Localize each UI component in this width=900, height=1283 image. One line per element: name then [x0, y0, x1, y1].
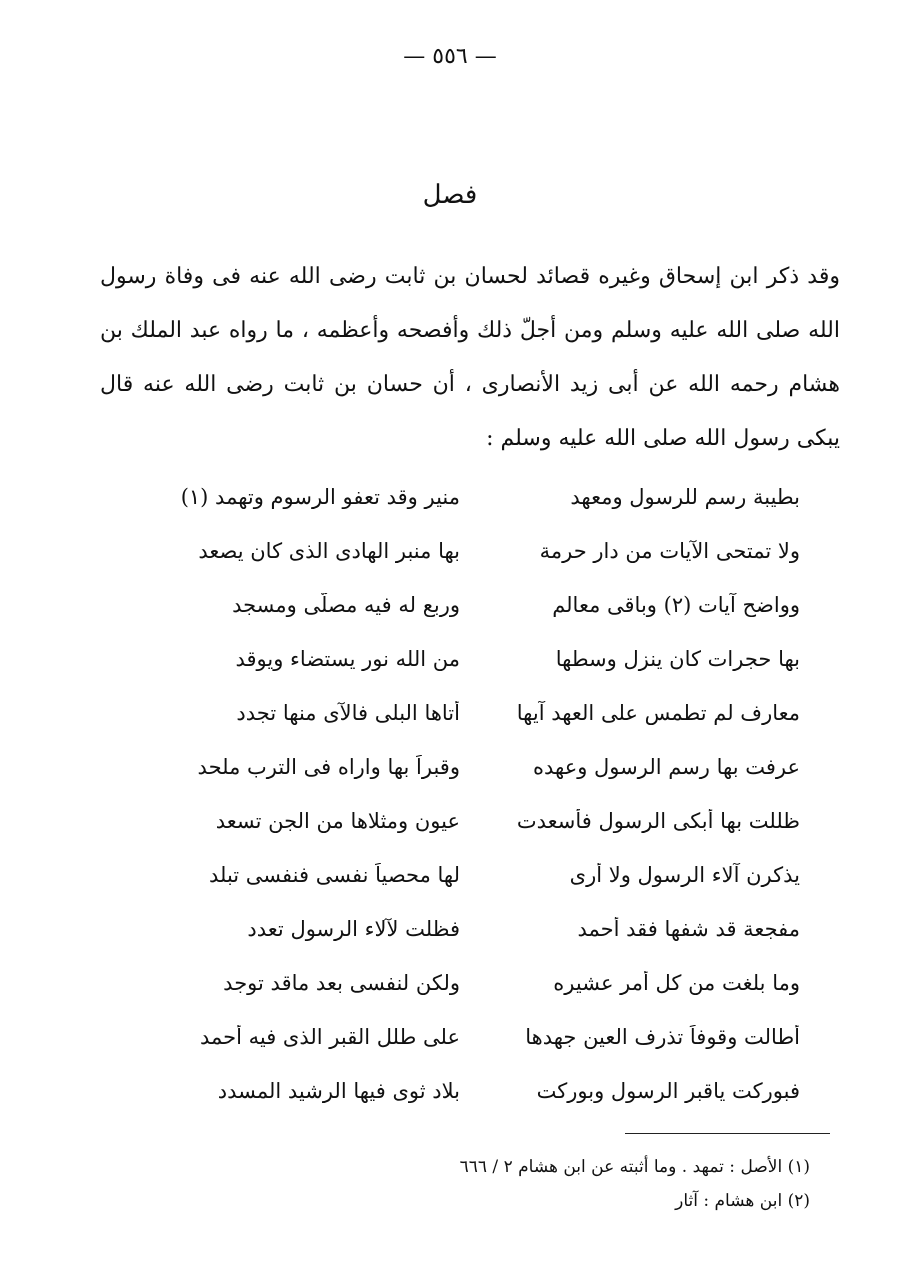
verse-second-hemistich: فظلت لآلاء الرسول تعدد [247, 917, 460, 941]
footnote: (٢) ابن هشام : آثار [675, 1191, 810, 1211]
verse-first-hemistich: بطيبة رسم للرسول ومعهد [570, 485, 800, 509]
verse-second-hemistich: بلاد ثوى فيها الرشيد المسدد [217, 1079, 460, 1103]
verse [160, 902, 800, 956]
footnote: (١) الأصل : تمهد . وما أثبته عن ابن هشام ٢ / ٦٦٦ [459, 1157, 810, 1177]
verse-second-hemistich: على طلل القبر الذى فيه أحمد [199, 1025, 460, 1049]
verse [160, 470, 800, 524]
footnotes [380, 1150, 810, 1218]
section-title: فصل [422, 180, 478, 210]
verse-second-hemistich: منير وقد تعفو الرسوم وتهمد (١) [180, 485, 460, 509]
verse-first-hemistich: ولا تمتحى الآيات من دار حرمة [539, 539, 800, 563]
verse-second-hemistich: لها محصياً نفسى فنفسى تبلد [208, 863, 460, 887]
verse [160, 794, 800, 848]
verse-second-hemistich: ولكن لنفسى بعد ماقد توجد [223, 971, 460, 995]
verse-second-hemistich: وقبراً بها واراه فى الترب ملحد [197, 755, 460, 779]
verse [160, 740, 800, 794]
verse-second-hemistich: من الله نور يستضاء ويوقد [235, 647, 460, 671]
verse [160, 632, 800, 686]
verse-first-hemistich: معارف لم تطمس على العهد آيها [516, 701, 800, 725]
verse [160, 686, 800, 740]
verse-first-hemistich: بها حجرات كان ينزل وسطها [555, 647, 800, 671]
verse-first-hemistich: يذكرن آلاء الرسول ولا أرى [569, 863, 800, 887]
verse-first-hemistich: وواضح آيات (٢) وباقى معالم [552, 593, 800, 617]
verse [160, 1064, 800, 1118]
verse-first-hemistich: فبوركت ياقبر الرسول وبوركت [536, 1079, 800, 1103]
intro-paragraph [100, 250, 840, 466]
verse-second-hemistich: وربع له فيه مصلّى ومسجد [232, 593, 460, 617]
verse-second-hemistich: أتاها البلى فالآى منها تجدد [236, 701, 460, 725]
verse-first-hemistich: أطالت وقوفاً تذرف العين جهدها [525, 1025, 800, 1049]
verse [160, 578, 800, 632]
verse-first-hemistich: عرفت بها رسم الرسول وعهده [532, 755, 800, 779]
verse-first-hemistich: مفجعة قد شفها فقد أحمد [577, 917, 800, 941]
verse-first-hemistich: وما بلغت من كل أمر عشيره [553, 971, 800, 995]
intro-text: وقد ذكر ابن إسحاق وغيره قصائد لحسان بن ثابت رضى الله عنه فى وفاة رسول الله صلى الله عليه وسلم ومن أجلّ ذلك وأفصحه وأعظمه ، ما رواه عبد الملك بن هشام رحمه الله عن أبى زيد الأنصارى ، أن حسان بن ثابت رضى الله عنه قال يبكى رسول الله صلى الله عليه وسلم : [100, 264, 840, 451]
verse-second-hemistich: عيون ومثلاها من الجن تسعد [215, 809, 460, 833]
page-number: — ٥٥٦ — [403, 44, 497, 69]
verse [160, 956, 800, 1010]
verse-second-hemistich: بها منبر الهادى الذى كان يصعد [198, 539, 460, 563]
verse [160, 524, 800, 578]
verse [160, 1010, 800, 1064]
poem [160, 470, 800, 1118]
verse-first-hemistich: ظللت بها أبكى الرسول فأسعدت [516, 809, 800, 833]
verse [160, 848, 800, 902]
footnote-divider [625, 1133, 830, 1134]
